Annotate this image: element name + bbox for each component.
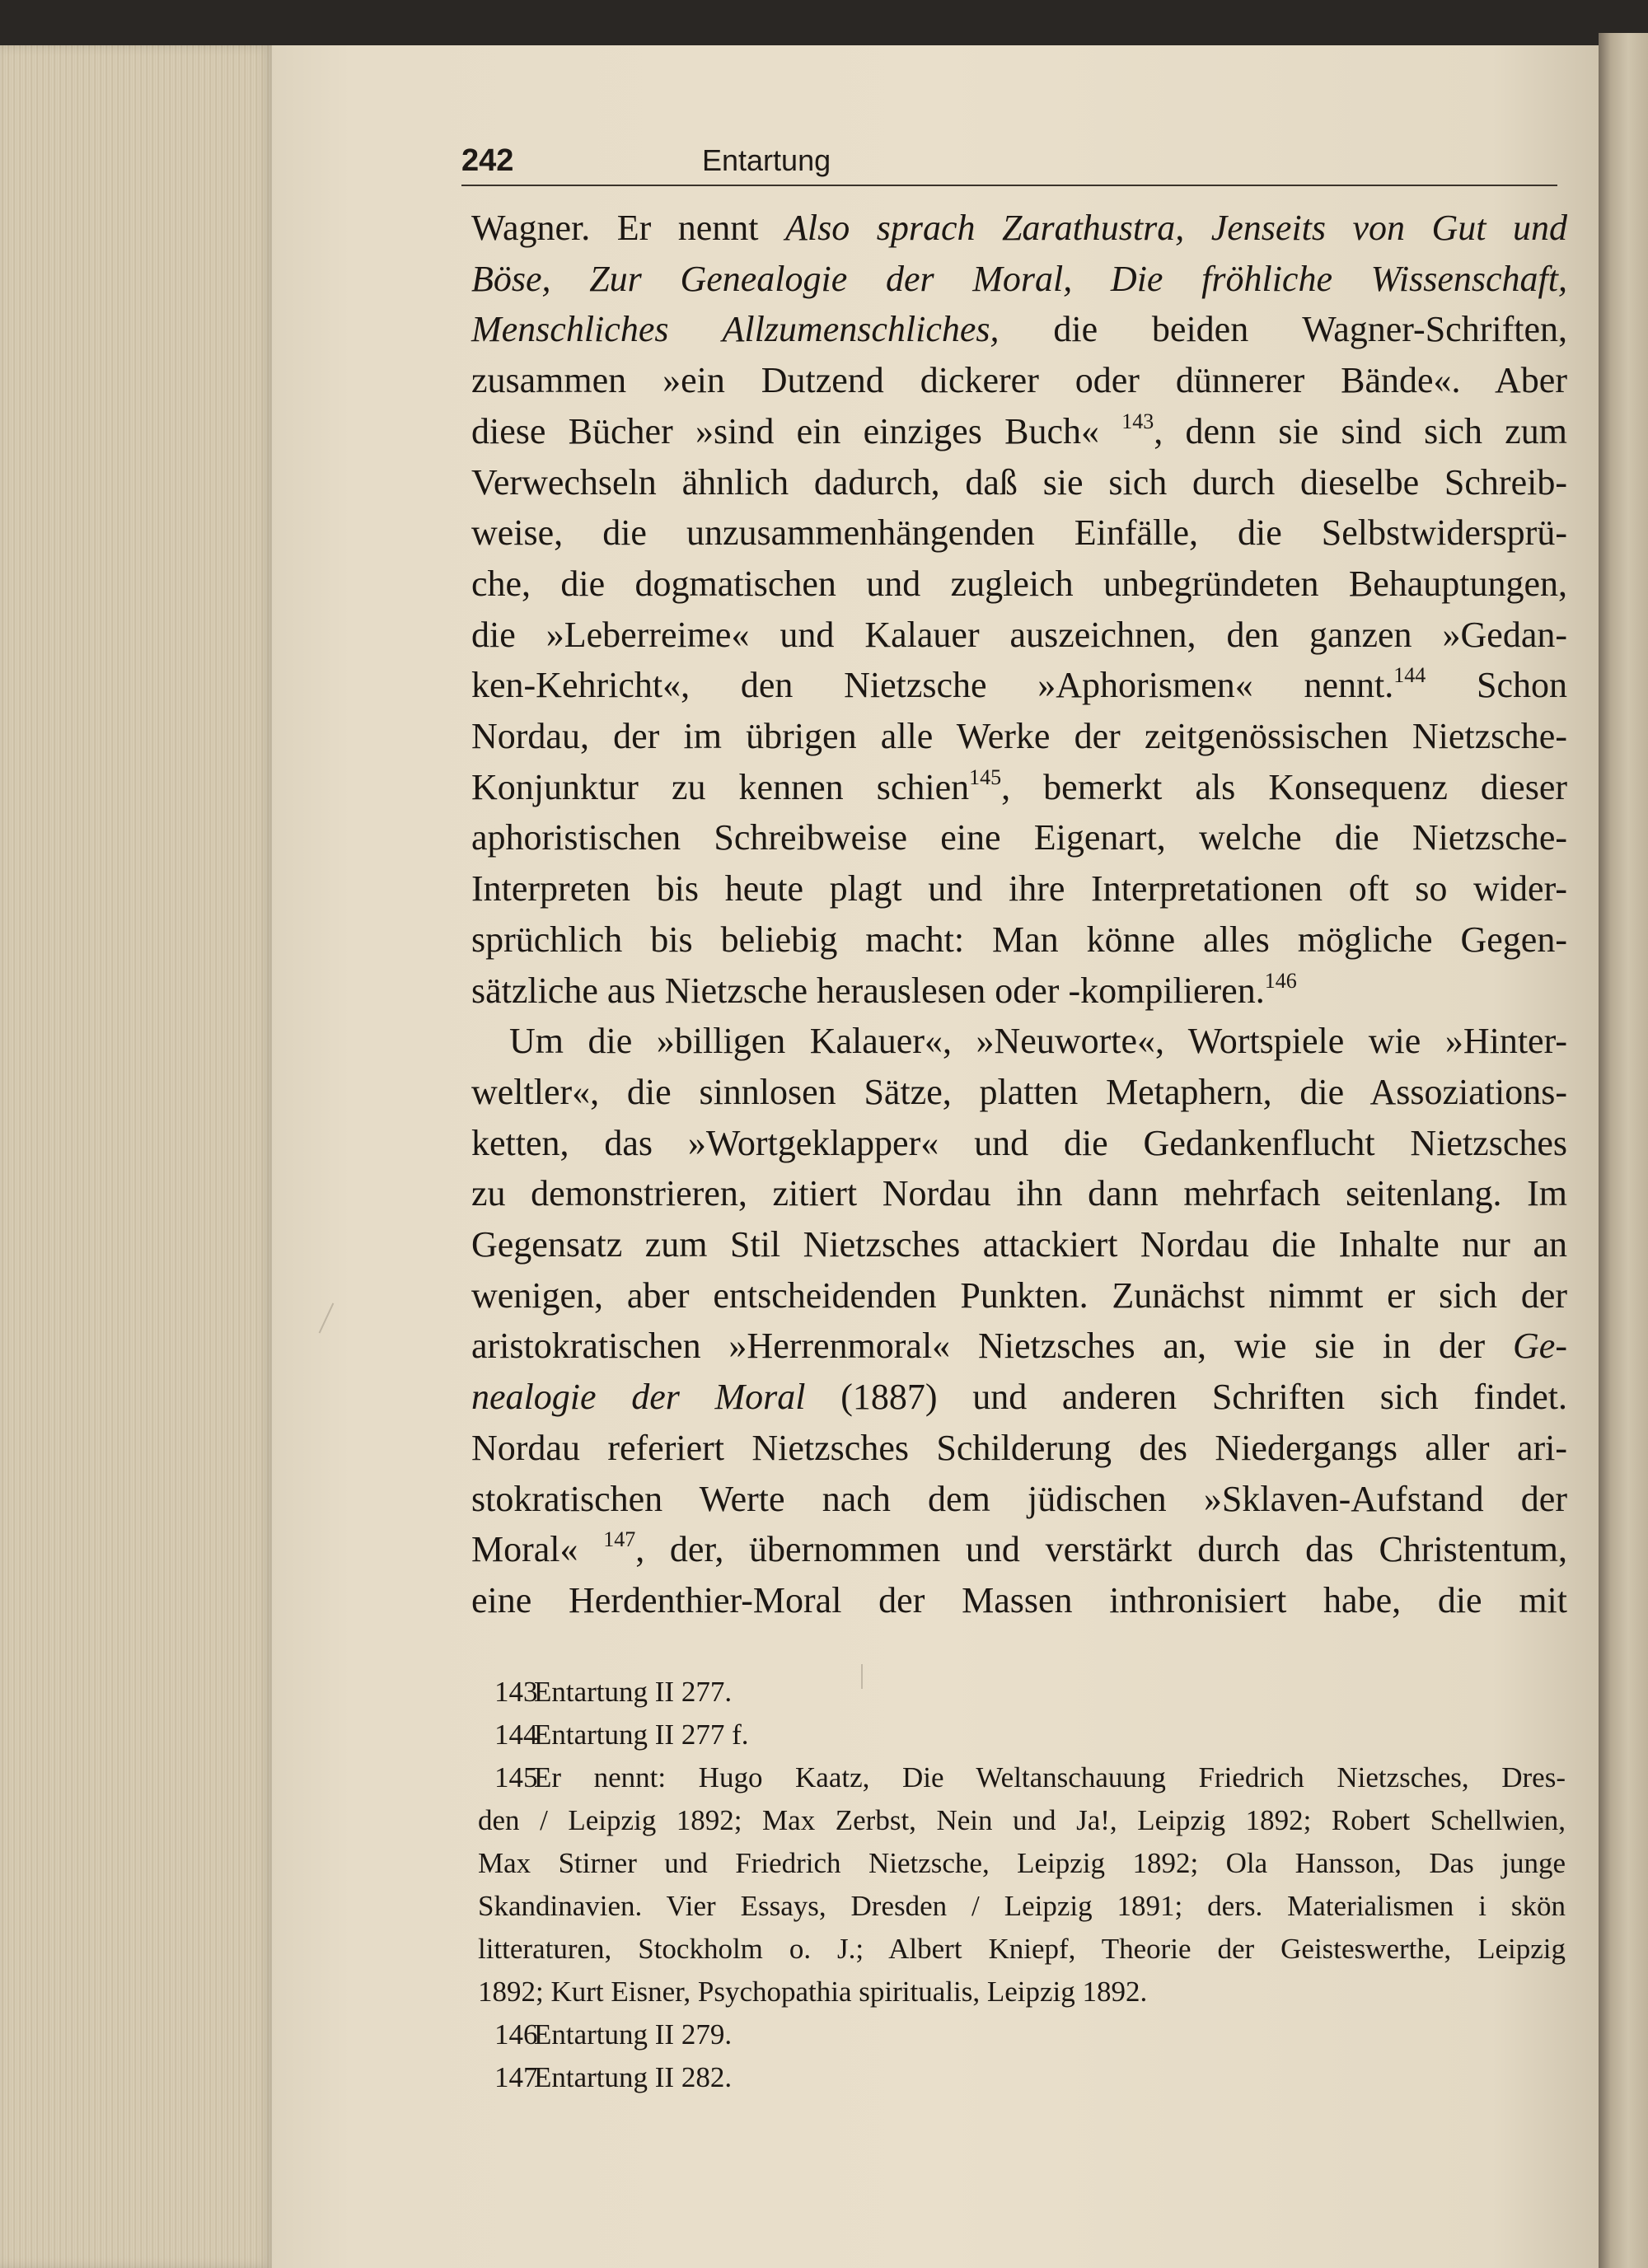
text-line: Moral« $^{147}$, der, übernommen und verstärkt durch das Christentum, — [471, 1527, 1568, 1570]
text-line: che, die dogmatischen und zugleich unbegründeten Behauptungen, — [471, 563, 1567, 604]
text-line: Gegensatz zum Stil Nietzsches attackiert Nordau die Inhalte nur an — [471, 1224, 1567, 1265]
text-line: diese Bücher »sind ein einziges Buch« $^{143}$, denn sie sind sich zum — [471, 409, 1567, 451]
text-line: weise, die unzusammenhängenden Einfälle, die Selbstwidersprü- — [471, 512, 1567, 554]
text-line: Böse, Zur Genealogie der Moral, Die fröhliche Wissenschaft, — [471, 258, 1567, 299]
running-title: Entartung — [702, 143, 831, 177]
footnote-ref[interactable]: 146 — [1264, 968, 1297, 993]
text-line: eine Herdenthier-Moral der Massen inthronisiert habe, die mit — [471, 1579, 1567, 1620]
footnote-ref[interactable]: 145 — [969, 765, 1002, 789]
paragraph-2 — [471, 1016, 1567, 1625]
footnote-ref[interactable]: 143 — [1121, 409, 1154, 433]
footnote-147: 147Entartung II 282. — [494, 2061, 733, 2093]
text-line: aphoristischen Schreibweise eine Eigenart, welche die Nietzsche- — [471, 817, 1567, 858]
running-head — [461, 142, 1557, 186]
body-text — [471, 203, 1567, 1626]
paragraph-1 — [471, 203, 1567, 1016]
text-line: sprüchlich bis beliebig macht: Man könne alles mögliche Gegen- — [471, 919, 1567, 960]
next-page-edge — [1599, 33, 1648, 2268]
page-edges — [0, 45, 272, 2268]
text-line: sätzliche aus Nietzsche herauslesen oder -kompilieren.$^{146}$ — [471, 968, 1297, 1011]
footnote-146: 146Entartung II 279. — [494, 2018, 733, 2051]
text-line: Interpreten bis heute plagt und ihre Interpretationen oft so wider- — [471, 868, 1567, 910]
footnote-143: 143Entartung II 277. — [494, 1676, 733, 1708]
page-number: 242 — [461, 143, 514, 178]
footnotes — [478, 1671, 1566, 2099]
text-line: zu demonstrieren, zitiert Nordau ihn dann mehrfach seitenlang. Im — [471, 1173, 1567, 1214]
footnote-ref[interactable]: 144 — [1393, 663, 1426, 688]
footnote-144: 144Entartung II 277 f. — [494, 1719, 749, 1751]
text-line: Nordau, der im übrigen alle Werke der zeitgenössischen Nietzsche- — [471, 716, 1567, 757]
text-line: ketten, das »Wortgeklapper« und die Gedankenflucht Nietzsches — [471, 1122, 1567, 1163]
text-line: Menschliches Allzumenschliches, die beiden Wagner-Schriften, — [471, 309, 1567, 350]
text-line: Konjunktur zu kennen schien$^{145}$, bemerkt als Konsequenz dieser — [471, 765, 1567, 807]
text-line: aristokratischen »Herrenmoral« Nietzsches an, wie sie in der Ge- — [471, 1326, 1567, 1367]
text-line: ken-Kehricht«, den Nietzsche »Aphorismen« nennt.$^{144}$ Schon — [471, 663, 1567, 706]
text-line: nealogie der Moral (1887) und anderen Schriften sich findet. — [471, 1377, 1567, 1418]
footnote-145: 145Er nennt: Hugo Kaatz, Die Weltanschauung Friedrich Nietzsches, Dres- den / Leipzig 1892; Max Zerbst, Nein und Ja!, Leipzig 1892; Robert Schellwien, Max Stirner und Friedrich Nietzsche, Leipzig 1892; Ola Hansson, Das junge Skandinavien. Vier Essays, Dresden / Leipzig 1891; ders. Materialismen i skön litteraturen, Stockholm o. J.; Albert Kniepf, Theorie der Geisteswerthe, Leipzig 1892; Kurt Eisner, Psychopathia spiritualis, Leipzig 1892. — [478, 1761, 1566, 2008]
scan-mark — [861, 1664, 863, 1689]
text-line: Um die »billigen Kalauer«, »Neuworte«, Wortspiele wie »Hinter- — [509, 1021, 1567, 1062]
text-line: stokratischen Werte nach dem jüdischen »Sklaven-Aufstand der — [471, 1478, 1567, 1519]
text-line: weltler«, die sinnlosen Sätze, platten Metaphern, die Assoziations- — [471, 1071, 1567, 1112]
text-line: zusammen »ein Dutzend dickerer oder dünnerer Bände«. Aber — [471, 360, 1567, 401]
text-line: die »Leberreime« und Kalauer auszeichnen, den ganzen »Gedan- — [471, 614, 1567, 655]
text-line: Nordau referiert Nietzsches Schilderung des Niedergangs aller ari- — [471, 1427, 1567, 1468]
text-line: Wagner. Er nennt Also sprach Zarathustra, Jenseits von Gut und — [471, 208, 1567, 248]
text-line: wenigen, aber entscheidenden Punkten. Zunächst nimmt er sich der — [471, 1274, 1567, 1316]
footnote-ref[interactable]: 147 — [603, 1527, 636, 1552]
text-line: Verwechseln ähnlich dadurch, daß sie sich durch dieselbe Schreib- — [471, 461, 1567, 503]
